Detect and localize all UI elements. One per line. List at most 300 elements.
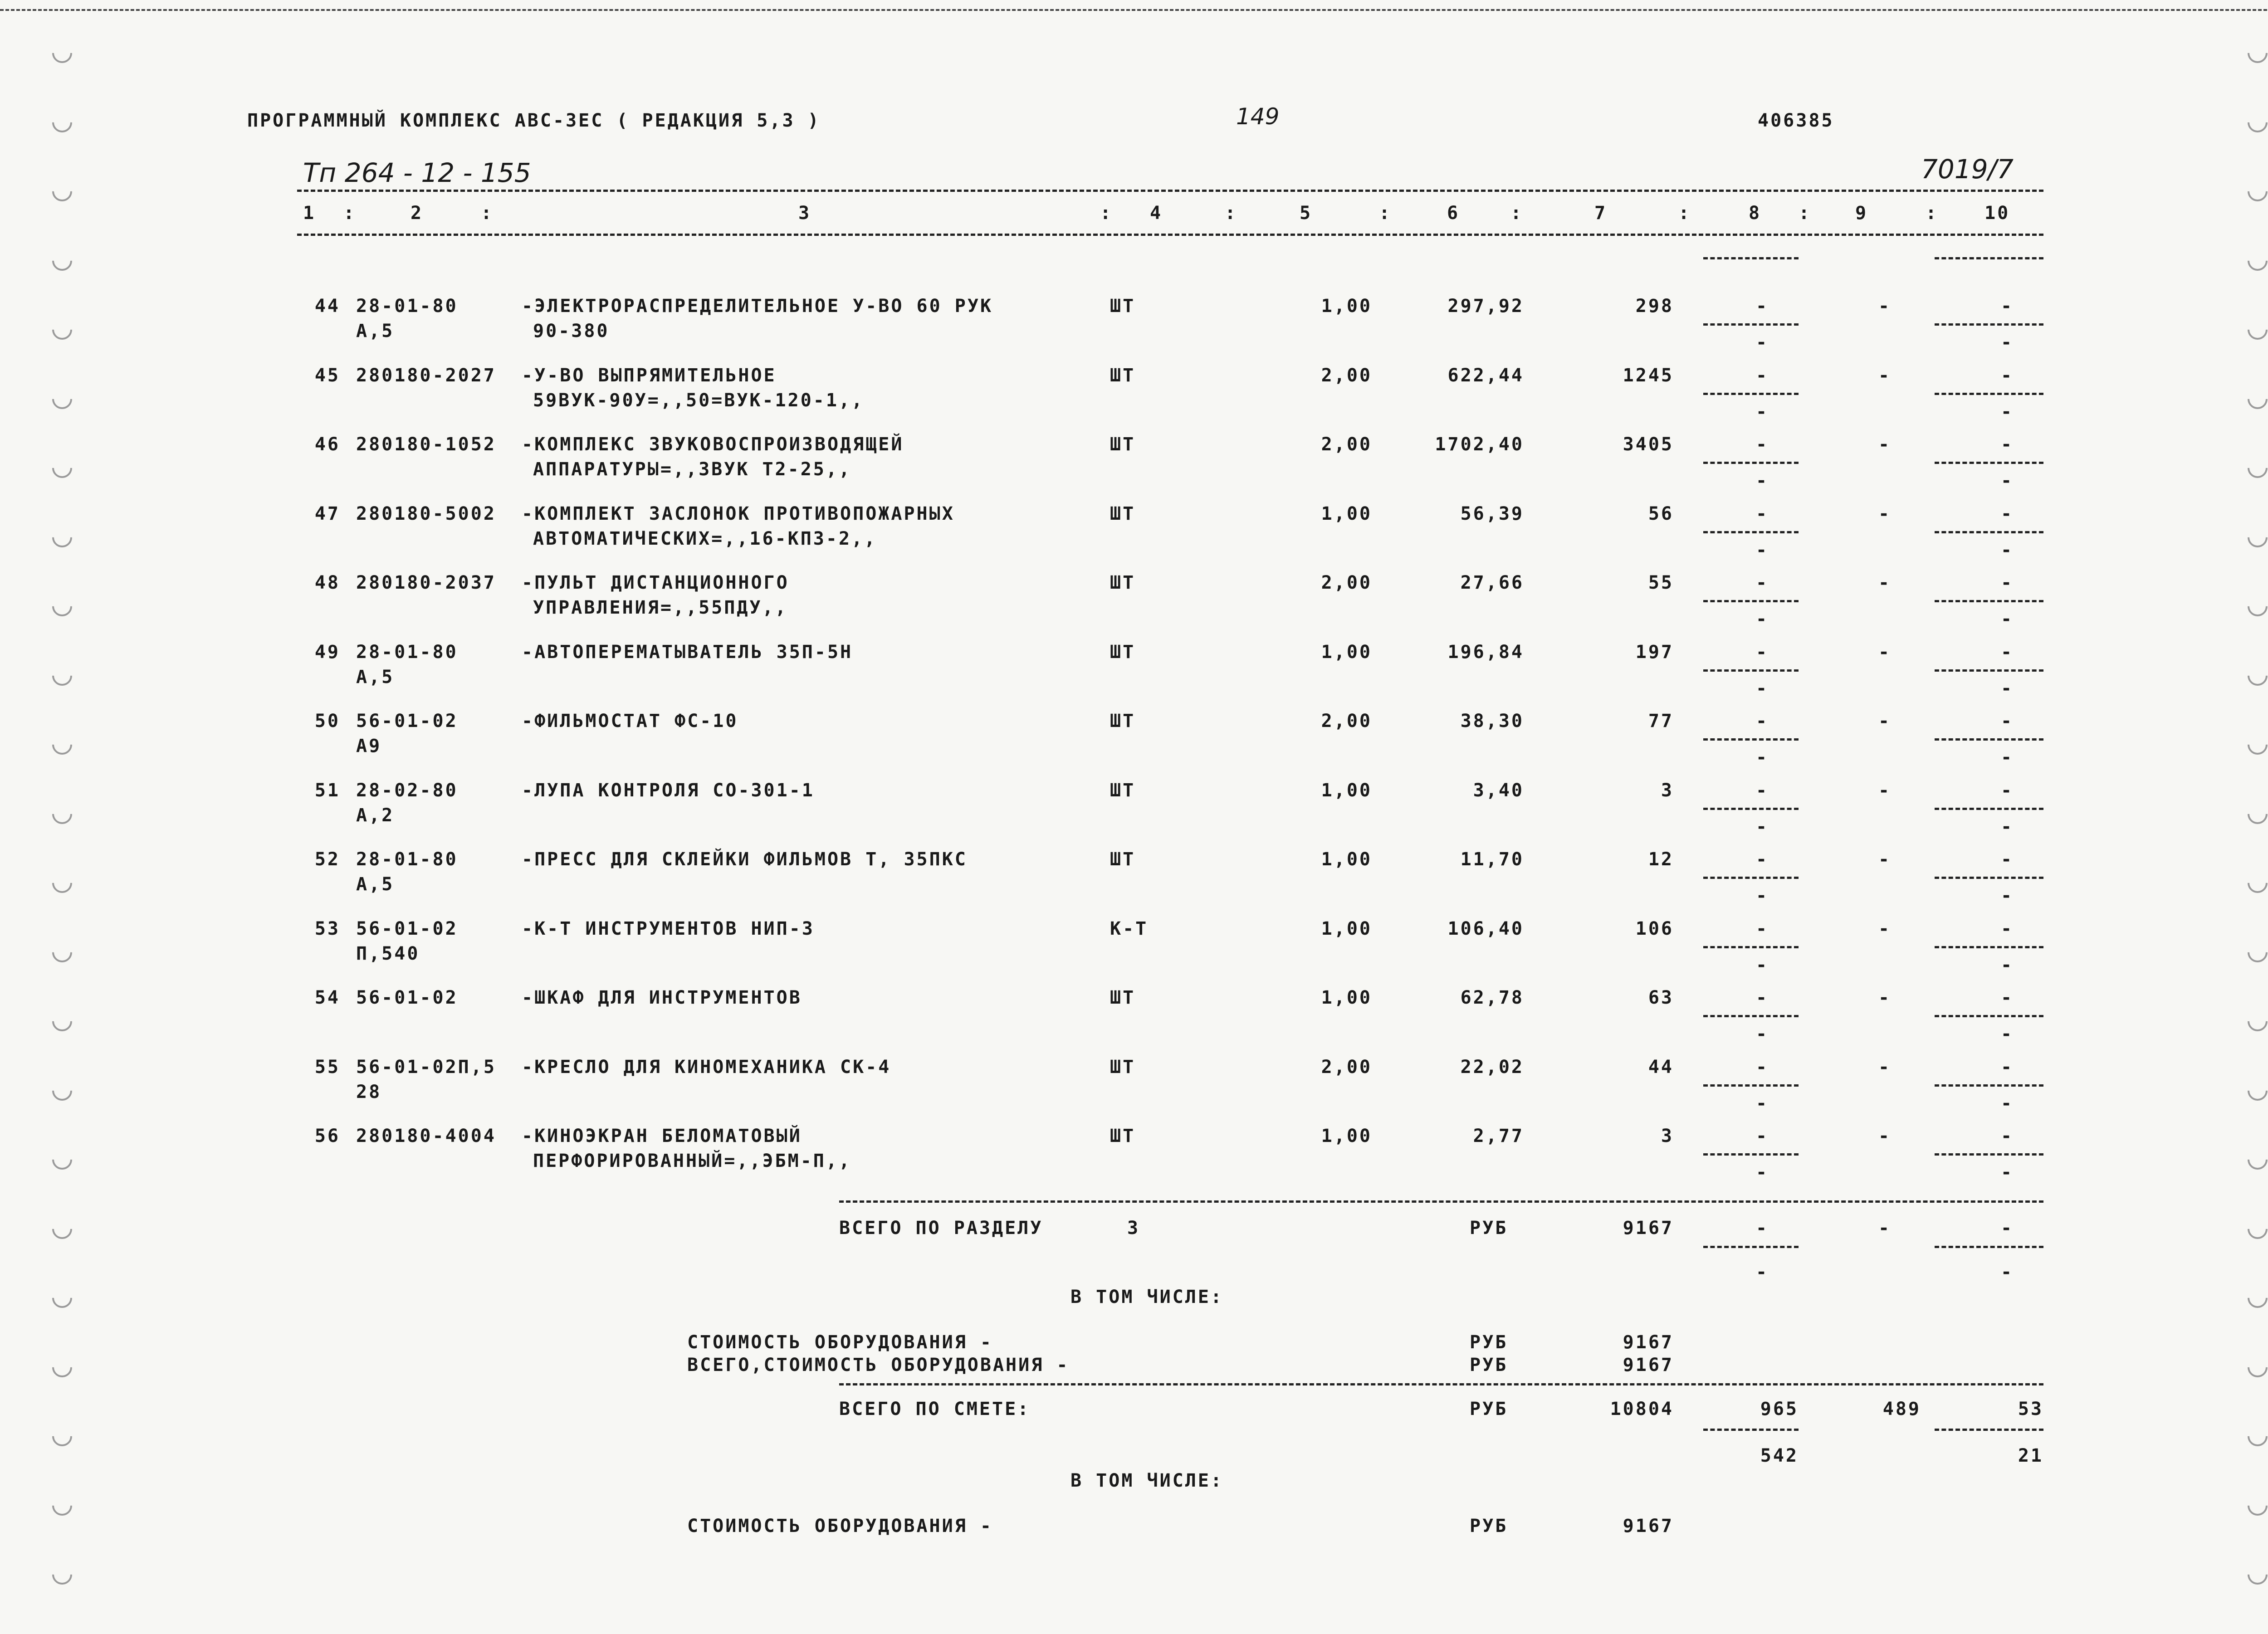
- feed-hole-right: [2244, 1561, 2268, 1589]
- feed-hole-right: [2244, 108, 2268, 137]
- estimate-col8-rule: [1703, 1429, 1799, 1431]
- feed-hole-left: [48, 1561, 76, 1589]
- row-total: 12: [1648, 849, 1674, 870]
- row-col8: -: [1755, 434, 1769, 455]
- row-col10-mark: -: [2000, 1162, 2014, 1183]
- equipment-cost-unit: РУБ: [1470, 1332, 1508, 1353]
- feed-hole-left: [48, 938, 76, 966]
- row-total: 77: [1648, 711, 1674, 732]
- row-col8-rule: [1703, 808, 1799, 810]
- row-unit: ШТ: [1110, 642, 1136, 663]
- row-col10: -: [2000, 434, 2014, 455]
- row-col8-mark: -: [1755, 816, 1769, 837]
- row-col10-rule: [1935, 393, 2043, 395]
- feed-hole-right: [2244, 869, 2268, 897]
- section-total-label: ВСЕГО ПО РАЗДЕЛУ: [839, 1218, 1043, 1239]
- row-col10-rule: [1935, 946, 2043, 948]
- row-col8-rule: [1703, 1084, 1799, 1087]
- section-col10-rule: [1935, 1246, 2043, 1248]
- final-equipment-label: СТОИМОСТЬ ОБОРУДОВАНИЯ -: [687, 1516, 993, 1536]
- row-price: 106,40: [1447, 918, 1524, 939]
- row-number: 52: [314, 849, 340, 870]
- row-name: -КОМПЛЕКТ ЗАСЛОНОК ПРОТИВОПОЖАРНЫХ: [522, 503, 955, 524]
- feed-hole-left: [48, 592, 76, 620]
- row-unit: ШТ: [1110, 503, 1136, 524]
- row-col10-rule: [1935, 600, 2043, 602]
- row-total: 106: [1635, 918, 1674, 939]
- row-price: 11,70: [1460, 849, 1524, 870]
- row-col8-mark: -: [1755, 470, 1769, 491]
- row-col8-mark: -: [1755, 1162, 1769, 1183]
- row-quantity: 1,00: [1321, 849, 1372, 870]
- row-col8-mark: -: [1755, 609, 1769, 629]
- row-col10: -: [2000, 572, 2014, 593]
- feed-hole-right: [2244, 800, 2268, 828]
- row-number: 47: [314, 503, 340, 524]
- row-price: 22,02: [1460, 1057, 1524, 1078]
- row-code-line2: А,5: [356, 321, 395, 341]
- column-header-8: 5: [1300, 203, 1313, 224]
- row-price: 3,40: [1473, 780, 1524, 801]
- row-col8-rule: [1703, 323, 1799, 326]
- row-total: 197: [1635, 642, 1674, 663]
- row-code-line2: А,2: [356, 805, 395, 826]
- row-col8: -: [1755, 572, 1769, 593]
- row-code: 280180-1052: [356, 434, 496, 455]
- row-col8: -: [1755, 711, 1769, 732]
- row-name-line2: 90-380: [533, 321, 610, 341]
- row-col10: -: [2000, 849, 2014, 870]
- section-col10-dash: -: [2000, 1262, 2014, 1283]
- equipment-total-unit: РУБ: [1470, 1355, 1508, 1375]
- row-code: 56-01-02: [356, 711, 458, 732]
- row-total: 55: [1648, 572, 1674, 593]
- row-col8-rule: [1703, 669, 1799, 672]
- row-number: 48: [314, 572, 340, 593]
- row-total: 3: [1661, 1126, 1674, 1146]
- feed-hole-right: [2244, 1215, 2268, 1243]
- row-code: 28-01-80: [356, 642, 458, 663]
- row-code-line2: А,5: [356, 667, 395, 688]
- row-quantity: 1,00: [1321, 918, 1372, 939]
- program-title: ПРОГРАММНЫЙ КОМПЛЕКС АВС-3ЕС ( РЕДАКЦИЯ 5,3 ): [247, 110, 821, 131]
- row-code-line2: 28: [356, 1082, 382, 1102]
- row-col8-mark: -: [1755, 955, 1769, 976]
- document-code: 406385: [1758, 110, 1834, 131]
- column-header-15: :: [1799, 203, 1812, 224]
- row-col10-rule: [1935, 323, 2043, 326]
- row-col10-mark: -: [2000, 609, 2014, 629]
- feed-hole-right: [2244, 39, 2268, 67]
- row-col8-mark: -: [1755, 1024, 1769, 1044]
- row-number: 45: [314, 365, 340, 386]
- row-price: 56,39: [1460, 503, 1524, 524]
- row-quantity: 2,00: [1321, 711, 1372, 732]
- feed-hole-left: [48, 247, 76, 275]
- feed-hole-left: [48, 662, 76, 690]
- row-col10-mark: -: [2000, 816, 2014, 837]
- feed-hole-left: [48, 1284, 76, 1312]
- column-header-10: 6: [1447, 203, 1460, 224]
- row-price: 27,66: [1460, 572, 1524, 593]
- column-header-4: 3: [798, 203, 811, 224]
- feed-hole-left: [48, 1422, 76, 1450]
- feed-hole-right: [2244, 662, 2268, 690]
- row-total: 3405: [1623, 434, 1674, 455]
- row-col9: -: [1878, 780, 1892, 801]
- row-col10-mark: -: [2000, 1093, 2014, 1114]
- row-col8: -: [1755, 1057, 1769, 1078]
- equipment-cost-label: СТОИМОСТЬ ОБОРУДОВАНИЯ -: [687, 1332, 993, 1353]
- row-number: 46: [314, 434, 340, 455]
- row-name: -ФИЛЬМОСТАТ ФС-10: [522, 711, 738, 732]
- row-col10: -: [2000, 918, 2014, 939]
- row-col9: -: [1878, 365, 1892, 386]
- row-col8-mark: -: [1755, 1093, 1769, 1114]
- feed-hole-left: [48, 454, 76, 482]
- column-header-16: 9: [1855, 203, 1868, 224]
- row-code-line2: А9: [356, 736, 382, 756]
- section-total-col9: -: [1878, 1218, 1892, 1239]
- row-col8-mark: -: [1755, 540, 1769, 561]
- row-quantity: 2,00: [1321, 365, 1372, 386]
- feed-hole-right: [2244, 1422, 2268, 1450]
- feed-hole-right: [2244, 454, 2268, 482]
- column-header-rule: [297, 234, 2043, 236]
- column-header-0: 1: [303, 203, 316, 224]
- equipment-total-value: 9167: [1623, 1355, 1674, 1375]
- row-col8-rule: [1703, 1015, 1799, 1017]
- feed-hole-left: [48, 39, 76, 67]
- row-unit: ШТ: [1110, 849, 1136, 870]
- feed-hole-right: [2244, 1353, 2268, 1381]
- row-col10-mark: -: [2000, 401, 2014, 422]
- row-col8: -: [1755, 365, 1769, 386]
- row-price: 62,78: [1460, 987, 1524, 1008]
- section-total-unit: РУБ: [1470, 1218, 1508, 1239]
- row-col8-rule: [1703, 462, 1799, 464]
- row-col8: -: [1755, 918, 1769, 939]
- row-col9: -: [1878, 987, 1892, 1008]
- estimate-total-rule: [839, 1383, 2043, 1385]
- row-col10-mark: -: [2000, 885, 2014, 906]
- row-col8: -: [1755, 780, 1769, 801]
- row-total: 3: [1661, 780, 1674, 801]
- feed-hole-left: [48, 177, 76, 205]
- row-col8-mark: -: [1755, 332, 1769, 353]
- row-col8-rule: [1703, 946, 1799, 948]
- row-code: 56-01-02П,5: [356, 1057, 496, 1078]
- feed-hole-left: [48, 1492, 76, 1520]
- row-col10-rule: [1935, 462, 2043, 464]
- doc-number: 7019/7: [1921, 154, 2014, 185]
- row-code: 280180-5002: [356, 503, 496, 524]
- row-col9: -: [1878, 503, 1892, 524]
- row-col10-rule: [1935, 808, 2043, 810]
- row-col10-rule: [1935, 1153, 2043, 1156]
- row-number: 49: [314, 642, 340, 663]
- section-total-col10: -: [2000, 1218, 2014, 1239]
- row-price: 1702,40: [1435, 434, 1524, 455]
- column-header-17: :: [1926, 203, 1939, 224]
- row-col8-rule: [1703, 531, 1799, 533]
- estimate-total-unit: РУБ: [1470, 1399, 1508, 1419]
- perforation-edge: [0, 0, 2268, 11]
- row-col10-rule: [1935, 1015, 2043, 1017]
- row-price: 38,30: [1460, 711, 1524, 732]
- section-col8-rule: [1703, 1246, 1799, 1248]
- row-col10: -: [2000, 296, 2014, 317]
- estimate-col10-sub: 21: [2018, 1445, 2043, 1466]
- column-header-13: :: [1678, 203, 1691, 224]
- row-total: 44: [1648, 1057, 1674, 1078]
- row-col8-mark: -: [1755, 747, 1769, 768]
- row-col8: -: [1755, 503, 1769, 524]
- feed-hole-right: [2244, 385, 2268, 413]
- column-header-5: :: [1100, 203, 1113, 224]
- feed-hole-left: [48, 731, 76, 759]
- row-name: -КОМПЛЕКС ЗВУКОВОСПРОИЗВОДЯЩЕЙ: [522, 434, 904, 455]
- feed-hole-left: [48, 1353, 76, 1381]
- row-code: 28-02-80: [356, 780, 458, 801]
- row-col9: -: [1878, 296, 1892, 317]
- row-col10-mark: -: [2000, 332, 2014, 353]
- row-col10-mark: -: [2000, 470, 2014, 491]
- row-quantity: 1,00: [1321, 503, 1372, 524]
- feed-hole-right: [2244, 316, 2268, 344]
- estimate-col8-sub: 542: [1760, 1445, 1799, 1466]
- column-header-1: :: [343, 203, 357, 224]
- row-unit: ШТ: [1110, 711, 1136, 732]
- row-code: 280180-2027: [356, 365, 496, 386]
- row-quantity: 2,00: [1321, 1057, 1372, 1078]
- feed-hole-left: [48, 1007, 76, 1035]
- equipment-cost-value: 9167: [1623, 1332, 1674, 1353]
- feed-hole-right: [2244, 247, 2268, 275]
- estimate-total-col9: 489: [1882, 1399, 1921, 1419]
- row-col10-mark: -: [2000, 1024, 2014, 1044]
- row-col8-rule: [1703, 1153, 1799, 1156]
- header-rule: [297, 190, 2043, 192]
- row-col9: -: [1878, 1126, 1892, 1146]
- col10-rule-top: [1935, 257, 2043, 259]
- row-number: 51: [314, 780, 340, 801]
- row-col10-mark: -: [2000, 678, 2014, 699]
- row-col10-mark: -: [2000, 747, 2014, 768]
- row-unit: ШТ: [1110, 987, 1136, 1008]
- row-col9: -: [1878, 434, 1892, 455]
- row-quantity: 1,00: [1321, 780, 1372, 801]
- feed-hole-left: [48, 800, 76, 828]
- section-number: 3: [1127, 1218, 1140, 1239]
- row-name: -ЭЛЕКТРОРАСПРЕДЕЛИТЕЛЬНОЕ У-ВО 60 РУК: [522, 296, 993, 317]
- feed-hole-right: [2244, 1492, 2268, 1520]
- row-col10: -: [2000, 780, 2014, 801]
- row-col9: -: [1878, 1057, 1892, 1078]
- including-label-1: В ТОМ ЧИСЛЕ:: [1070, 1287, 1223, 1307]
- feed-hole-right: [2244, 731, 2268, 759]
- feed-hole-left: [48, 1215, 76, 1243]
- row-col9: -: [1878, 918, 1892, 939]
- row-unit: К-Т: [1110, 918, 1149, 939]
- row-name: -У-ВО ВЫПРЯМИТЕЛЬНОЕ: [522, 365, 777, 386]
- row-code: 280180-4004: [356, 1126, 496, 1146]
- row-col10-rule: [1935, 738, 2043, 741]
- row-col10: -: [2000, 642, 2014, 663]
- row-unit: ШТ: [1110, 572, 1136, 593]
- row-name: -КРЕСЛО ДЛЯ КИНОМЕХАНИКА СК-4: [522, 1057, 891, 1078]
- row-col8-mark: -: [1755, 885, 1769, 906]
- row-name-line2: УПРАВЛЕНИЯ=,,55ПДУ,,: [533, 597, 788, 618]
- project-number: Тп 264 - 12 - 155: [303, 157, 531, 188]
- feed-hole-left: [48, 1146, 76, 1174]
- row-unit: ШТ: [1110, 296, 1136, 317]
- row-code: 56-01-02: [356, 918, 458, 939]
- row-col8: -: [1755, 296, 1769, 317]
- row-name: -ПРЕСС ДЛЯ СКЛЕЙКИ ФИЛЬМОВ Т, 35ПКС: [522, 849, 968, 870]
- row-name: -АВТОПЕРЕМАТЫВАТЕЛЬ 35П-5Н: [522, 642, 853, 663]
- feed-hole-right: [2244, 1146, 2268, 1174]
- row-number: 54: [314, 987, 340, 1008]
- feed-hole-right: [2244, 1077, 2268, 1105]
- row-col8-mark: -: [1755, 678, 1769, 699]
- row-unit: ШТ: [1110, 434, 1136, 455]
- row-name: -ШКАФ ДЛЯ ИНСТРУМЕНТОВ: [522, 987, 802, 1008]
- row-name: -КИНОЭКРАН БЕЛОМАТОВЫЙ: [522, 1126, 802, 1146]
- row-col8-rule: [1703, 877, 1799, 879]
- row-col10-rule: [1935, 669, 2043, 672]
- row-quantity: 2,00: [1321, 434, 1372, 455]
- estimate-total-value: 10804: [1610, 1399, 1674, 1419]
- feed-hole-left: [48, 316, 76, 344]
- feed-hole-left: [48, 385, 76, 413]
- column-header-11: :: [1510, 203, 1524, 224]
- estimate-col10-rule: [1935, 1429, 2043, 1431]
- column-header-6: 4: [1150, 203, 1163, 224]
- row-col10: -: [2000, 1057, 2014, 1078]
- row-price: 297,92: [1447, 296, 1524, 317]
- row-name-line2: ПЕРФОРИРОВАННЫЙ=,,ЭБМ-П,,: [533, 1151, 852, 1171]
- row-col8-rule: [1703, 738, 1799, 741]
- row-total: 1245: [1623, 365, 1674, 386]
- col8-rule-top: [1703, 257, 1799, 259]
- feed-hole-right: [2244, 938, 2268, 966]
- page-number: 149: [1236, 103, 1280, 130]
- column-header-12: 7: [1594, 203, 1608, 224]
- row-col9: -: [1878, 849, 1892, 870]
- feed-hole-right: [2244, 592, 2268, 620]
- row-col8: -: [1755, 642, 1769, 663]
- row-col10: -: [2000, 987, 2014, 1008]
- row-code: 28-01-80: [356, 849, 458, 870]
- row-number: 55: [314, 1057, 340, 1078]
- row-col10-rule: [1935, 531, 2043, 533]
- row-name-line2: АВТОМАТИЧЕСКИХ=,,16-КПЗ-2,,: [533, 528, 877, 549]
- row-unit: ШТ: [1110, 365, 1136, 386]
- estimate-total-col8: 965: [1760, 1399, 1799, 1419]
- row-quantity: 1,00: [1321, 296, 1372, 317]
- row-col9: -: [1878, 642, 1892, 663]
- row-col8: -: [1755, 987, 1769, 1008]
- row-total: 63: [1648, 987, 1674, 1008]
- row-quantity: 1,00: [1321, 987, 1372, 1008]
- row-name: -ЛУПА КОНТРОЛЯ СО-301-1: [522, 780, 815, 801]
- feed-hole-right: [2244, 1284, 2268, 1312]
- row-col10: -: [2000, 365, 2014, 386]
- row-price: 2,77: [1473, 1126, 1524, 1146]
- row-unit: ШТ: [1110, 1126, 1136, 1146]
- row-col10: -: [2000, 711, 2014, 732]
- row-col8: -: [1755, 1126, 1769, 1146]
- final-equipment-unit: РУБ: [1470, 1516, 1508, 1536]
- row-col9: -: [1878, 572, 1892, 593]
- row-code: 280180-2037: [356, 572, 496, 593]
- row-number: 50: [314, 711, 340, 732]
- column-header-7: :: [1225, 203, 1238, 224]
- row-number: 44: [314, 296, 340, 317]
- column-header-9: :: [1379, 203, 1392, 224]
- estimate-total-label: ВСЕГО ПО СМЕТЕ:: [839, 1399, 1031, 1419]
- equipment-total-label: ВСЕГО,СТОИМОСТЬ ОБОРУДОВАНИЯ -: [687, 1355, 1070, 1375]
- section-total-value: 9167: [1623, 1218, 1674, 1239]
- feed-hole-left: [48, 108, 76, 137]
- row-code-line2: А,5: [356, 874, 395, 895]
- row-col10-mark: -: [2000, 955, 2014, 976]
- row-col10-rule: [1935, 1084, 2043, 1087]
- row-code-line2: П,540: [356, 943, 420, 964]
- row-unit: ШТ: [1110, 780, 1136, 801]
- row-name-line2: АППАРАТУРЫ=,,ЗВУК Т2-25,,: [533, 459, 852, 480]
- row-total: 298: [1635, 296, 1674, 317]
- row-code: 28-01-80: [356, 296, 458, 317]
- row-number: 56: [314, 1126, 340, 1146]
- row-col10-mark: -: [2000, 540, 2014, 561]
- section-total-col8: -: [1755, 1218, 1769, 1239]
- row-price: 196,84: [1447, 642, 1524, 663]
- estimate-total-col10: 53: [2018, 1399, 2043, 1419]
- row-quantity: 1,00: [1321, 1126, 1372, 1146]
- column-header-14: 8: [1749, 203, 1762, 224]
- feed-hole-left: [48, 523, 76, 551]
- final-equipment-value: 9167: [1623, 1516, 1674, 1536]
- row-col10: -: [2000, 503, 2014, 524]
- section-col8-dash: -: [1755, 1262, 1769, 1283]
- column-header-18: 10: [1984, 203, 2010, 224]
- including-label-2: В ТОМ ЧИСЛЕ:: [1070, 1470, 1223, 1491]
- row-name: -ПУЛЬТ ДИСТАНЦИОННОГО: [522, 572, 789, 593]
- row-col8-rule: [1703, 600, 1799, 602]
- row-code: 56-01-02: [356, 987, 458, 1008]
- feed-hole-left: [48, 1077, 76, 1105]
- row-price: 622,44: [1447, 365, 1524, 386]
- row-col8-mark: -: [1755, 401, 1769, 422]
- row-col8-rule: [1703, 393, 1799, 395]
- row-unit: ШТ: [1110, 1057, 1136, 1078]
- feed-hole-right: [2244, 177, 2268, 205]
- row-total: 56: [1648, 503, 1674, 524]
- section-total-rule: [839, 1200, 2043, 1203]
- row-col10-rule: [1935, 877, 2043, 879]
- row-name-line2: 59ВУК-90У=,,50=ВУК-120-1,,: [533, 390, 865, 411]
- column-header-2: 2: [411, 203, 424, 224]
- row-name: -К-Т ИНСТРУМЕНТОВ НИП-3: [522, 918, 815, 939]
- column-header-3: :: [481, 203, 494, 224]
- feed-hole-right: [2244, 523, 2268, 551]
- row-col9: -: [1878, 711, 1892, 732]
- feed-hole-right: [2244, 1007, 2268, 1035]
- row-col8: -: [1755, 849, 1769, 870]
- row-quantity: 1,00: [1321, 642, 1372, 663]
